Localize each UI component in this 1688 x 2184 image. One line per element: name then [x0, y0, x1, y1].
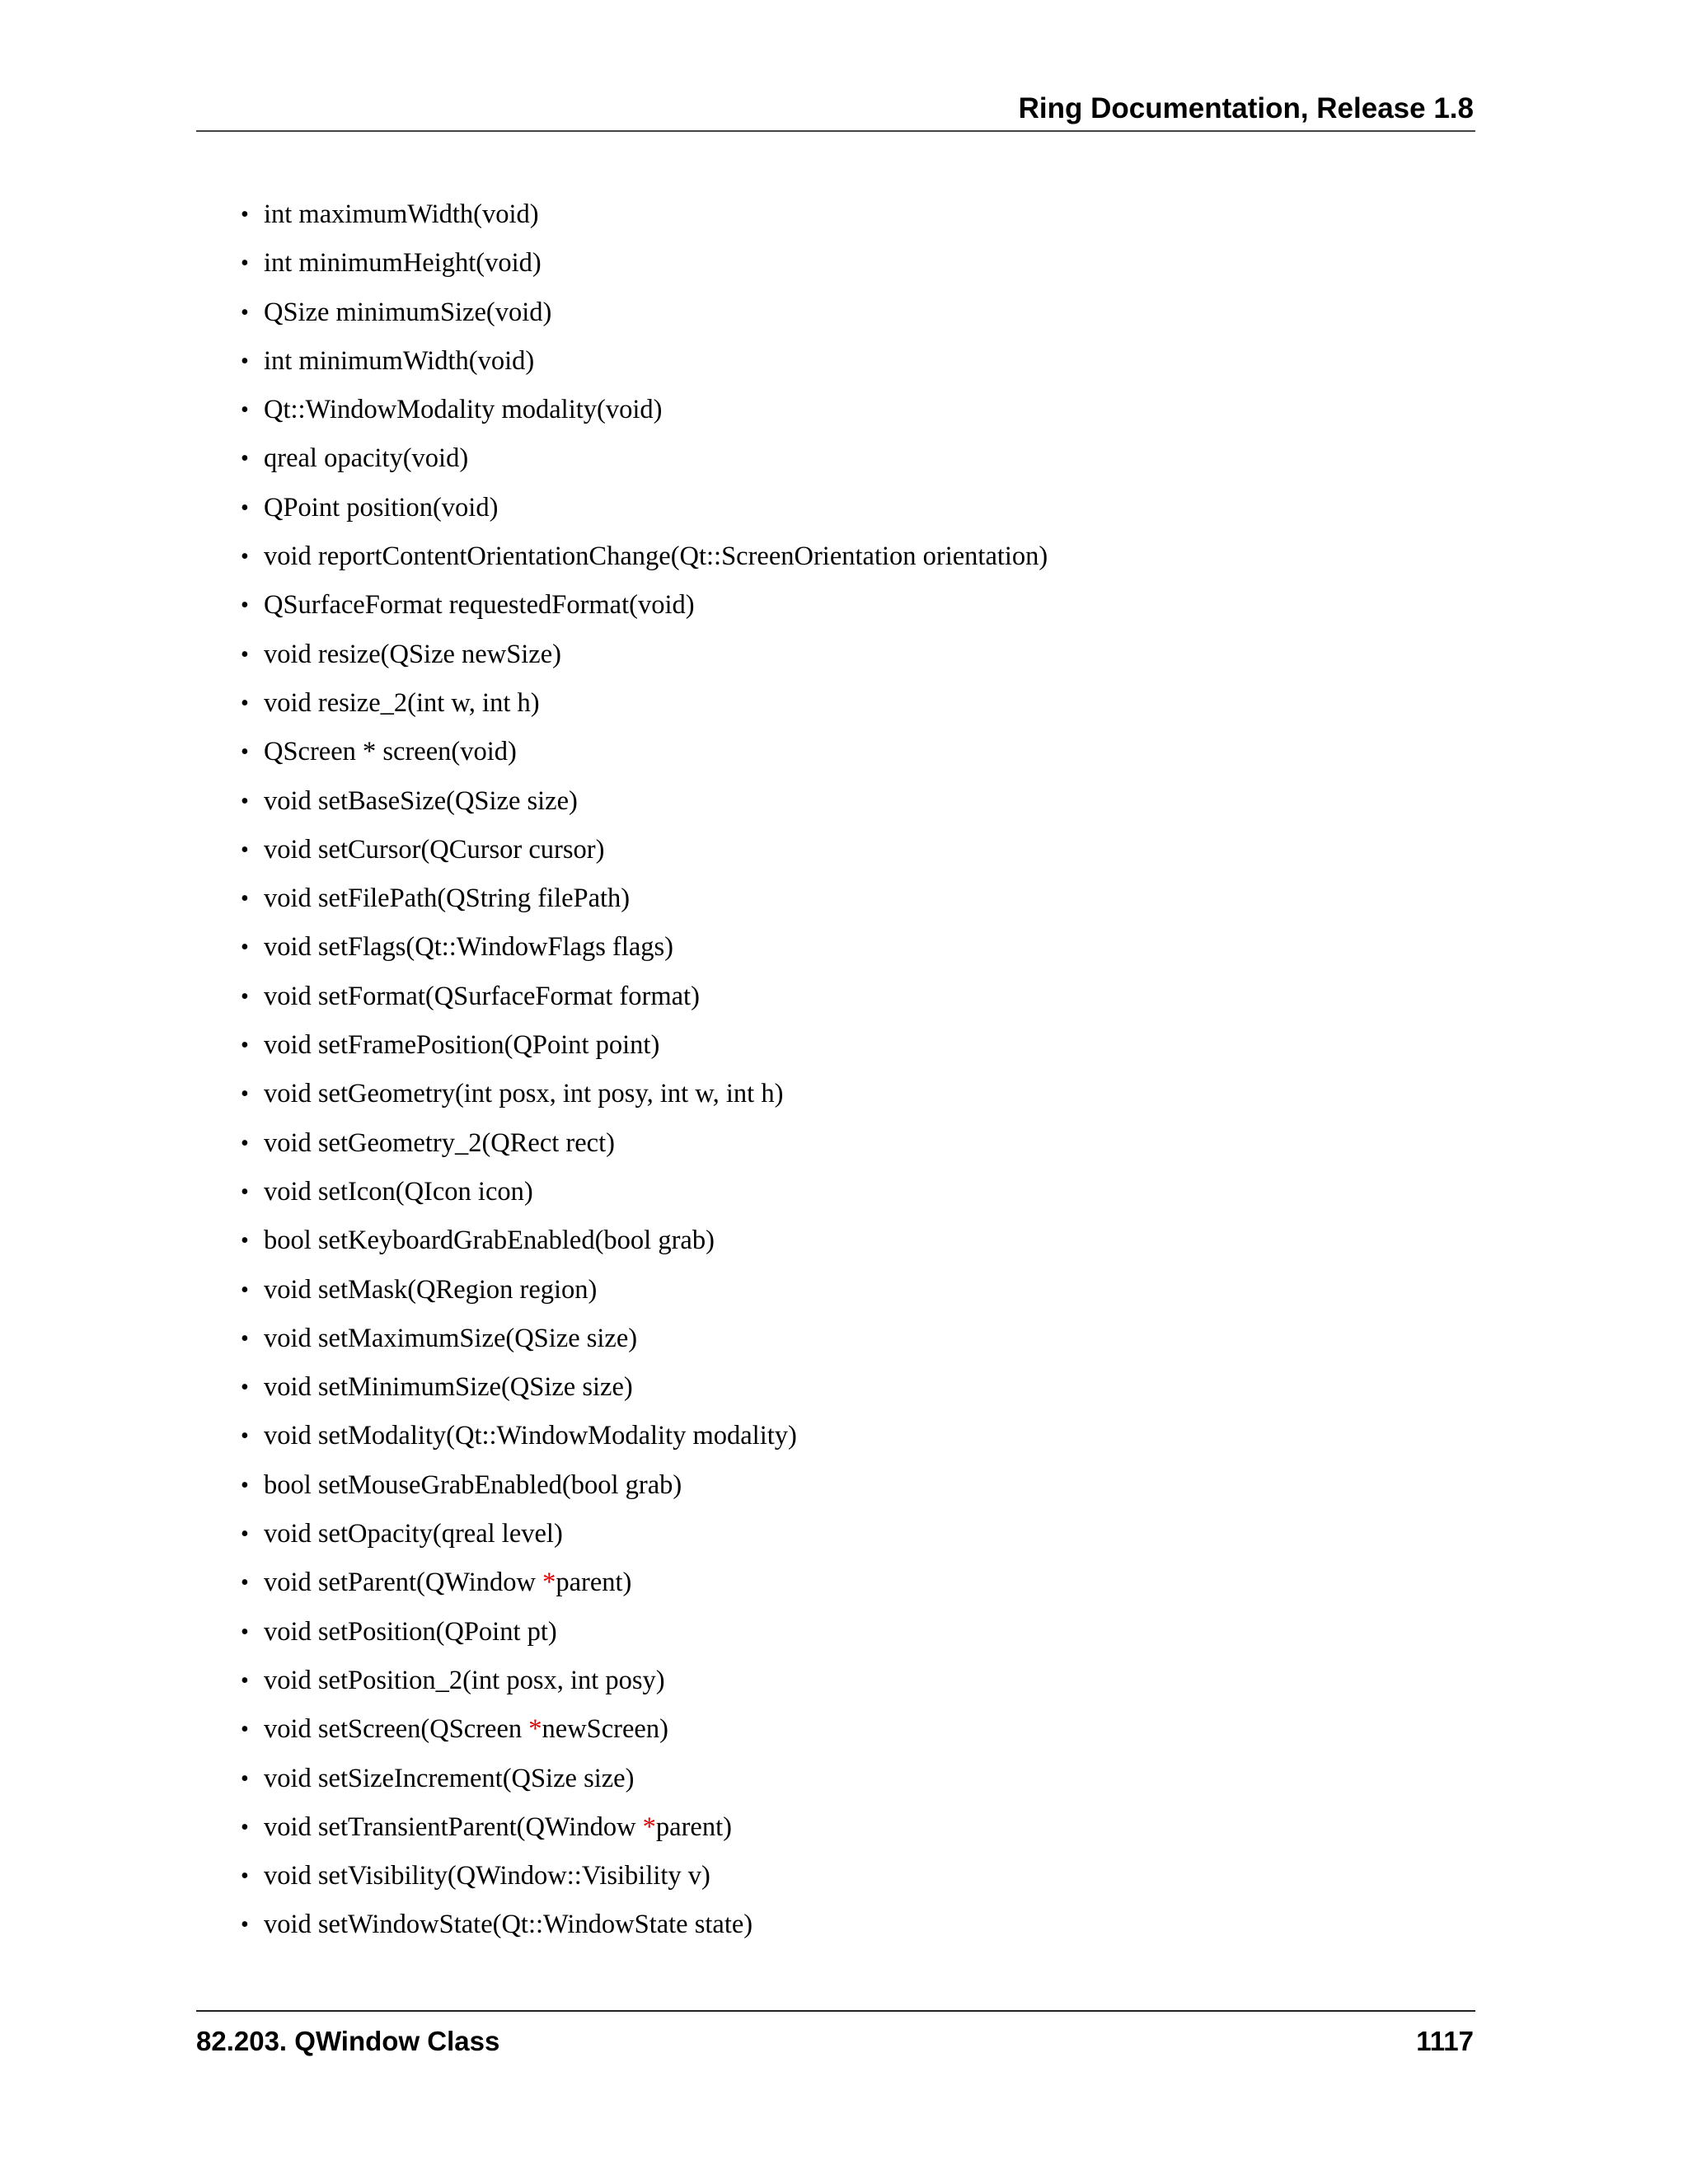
list-item	[239, 239, 1048, 288]
method-signature: void setMaximumSize(QSize size)	[264, 1323, 638, 1353]
method-signature: void setFilePath(QString filePath)	[264, 883, 631, 914]
bullet-icon: •	[241, 788, 249, 814]
list-item	[239, 434, 1048, 483]
bullet-icon: •	[241, 299, 249, 326]
bullet-icon: •	[241, 397, 249, 424]
list-item	[239, 874, 1048, 923]
bullet-icon: •	[241, 983, 249, 1010]
bullet-icon: •	[241, 1717, 249, 1743]
list-item	[239, 1461, 1048, 1510]
bullet-icon: •	[241, 837, 249, 863]
bullet-icon: •	[241, 202, 249, 227]
method-signature: bool setMouseGrabEnabled(bool grab)	[264, 1469, 682, 1500]
method-signature: void setTransientParent(QWindow	[264, 1811, 643, 1842]
list-item	[239, 777, 1048, 826]
bullet-icon: •	[241, 1081, 249, 1108]
method-signature: void setCursor(QCursor cursor)	[264, 834, 605, 865]
list-item	[239, 1510, 1048, 1558]
bullet-icon: •	[241, 1472, 249, 1498]
bullet-icon: •	[241, 1423, 249, 1450]
bullet-icon: •	[241, 494, 249, 521]
list-item	[239, 972, 1048, 1021]
method-signature: void setPosition(QPoint pt)	[264, 1616, 557, 1647]
page-header	[196, 89, 1475, 132]
method-signature: void reportContentOrientationChange(Qt::ScreenOrientation orientation)	[264, 541, 1048, 572]
list-item	[239, 1852, 1048, 1900]
list-item	[239, 728, 1048, 776]
list-item	[239, 1900, 1048, 1949]
method-signature-rest: newScreen)	[542, 1714, 668, 1745]
bullet-icon: •	[241, 1814, 249, 1840]
method-signature: void setGeometry_2(QRect rect)	[264, 1127, 615, 1158]
bullet-icon: •	[241, 1667, 249, 1694]
method-signature: void setScreen(QScreen	[264, 1714, 529, 1745]
list-item	[239, 337, 1048, 386]
method-signature: QScreen * screen(void)	[264, 737, 517, 767]
method-signature: void setParent(QWindow	[264, 1568, 543, 1598]
list-item	[239, 1412, 1048, 1460]
method-signature: int maximumWidth(void)	[264, 199, 539, 229]
list-item	[239, 826, 1048, 874]
method-signature: void setPosition_2(int posx, int posy)	[264, 1665, 665, 1695]
list-item	[239, 1657, 1048, 1705]
method-signature: int minimumHeight(void)	[264, 248, 542, 279]
method-signature: int minimumWidth(void)	[264, 345, 535, 376]
list-item	[239, 581, 1048, 630]
bullet-icon: •	[241, 1033, 249, 1059]
method-signature-rest: parent)	[556, 1568, 632, 1598]
list-item	[239, 1021, 1048, 1070]
list-item	[239, 1608, 1048, 1657]
list-item	[239, 630, 1048, 679]
method-signature: qreal opacity(void)	[264, 443, 469, 474]
method-signature: void setMinimumSize(QSize size)	[264, 1372, 633, 1403]
method-signature: void setWindowState(Qt::WindowState state)	[264, 1910, 753, 1940]
bullet-icon: •	[241, 1912, 249, 1938]
bullet-icon: •	[241, 886, 249, 912]
list-item	[239, 679, 1048, 728]
list-item	[239, 386, 1048, 434]
bullet-icon: •	[241, 641, 249, 668]
bullet-icon: •	[241, 446, 249, 472]
method-list	[239, 190, 1048, 1950]
pointer-asterisk: *	[528, 1714, 542, 1745]
bullet-icon: •	[241, 1325, 249, 1352]
method-signature: void resize_2(int w, int h)	[264, 687, 540, 718]
method-signature: QPoint position(void)	[264, 492, 499, 523]
method-signature: void setOpacity(qreal level)	[264, 1519, 563, 1549]
list-item	[239, 1266, 1048, 1315]
method-signature: void setVisibility(QWindow::Visibility v)	[264, 1861, 710, 1891]
page-number: 1117	[1416, 2026, 1474, 2056]
list-item	[239, 288, 1048, 337]
bullet-icon: •	[241, 1228, 249, 1254]
method-signature: QSize minimumSize(void)	[264, 297, 552, 327]
list-item	[239, 1315, 1048, 1363]
method-signature-rest: parent)	[655, 1811, 732, 1842]
list-item	[239, 1119, 1048, 1168]
bullet-icon: •	[241, 544, 249, 570]
list-item	[239, 1803, 1048, 1852]
page-footer	[196, 2010, 1475, 2061]
bullet-icon: •	[241, 1863, 249, 1890]
list-item	[239, 532, 1048, 581]
list-item	[239, 1216, 1048, 1265]
method-signature: void setIcon(QIcon icon)	[264, 1176, 533, 1207]
method-signature: QSurfaceFormat requestedFormat(void)	[264, 590, 695, 621]
bullet-icon: •	[241, 1765, 249, 1792]
bullet-icon: •	[241, 1130, 249, 1156]
method-signature: void setBaseSize(QSize size)	[264, 785, 578, 816]
bullet-icon: •	[241, 251, 249, 277]
method-signature: void setSizeIncrement(QSize size)	[264, 1763, 635, 1793]
document-title: Ring Documentation, Release 1.8	[1018, 92, 1474, 124]
method-signature: void setMask(QRegion region)	[264, 1274, 598, 1305]
bullet-icon: •	[241, 739, 249, 766]
bullet-icon: •	[241, 935, 249, 961]
bullet-icon: •	[241, 348, 249, 374]
bullet-icon: •	[241, 690, 249, 716]
list-item	[239, 190, 1048, 239]
pointer-asterisk: *	[642, 1811, 656, 1842]
list-item	[239, 923, 1048, 972]
list-item	[239, 1070, 1048, 1118]
bullet-icon: •	[241, 1570, 249, 1596]
bullet-icon: •	[241, 1521, 249, 1548]
bullet-icon: •	[241, 1619, 249, 1645]
bullet-icon: •	[241, 1179, 249, 1205]
bullet-icon: •	[241, 1375, 249, 1401]
list-item	[239, 484, 1048, 532]
method-signature: void setFormat(QSurfaceFormat format)	[264, 981, 700, 1011]
method-signature: void setModality(Qt::WindowModality modality)	[264, 1421, 797, 1451]
method-signature: bool setKeyboardGrabEnabled(bool grab)	[264, 1226, 715, 1256]
method-signature: void setFramePosition(QPoint point)	[264, 1030, 660, 1061]
list-item	[239, 1755, 1048, 1803]
bullet-icon: •	[241, 1277, 249, 1303]
list-item	[239, 1168, 1048, 1216]
method-signature: void setGeometry(int posx, int posy, int w, int h)	[264, 1079, 784, 1109]
bullet-icon: •	[241, 593, 249, 619]
section-title: 82.203. QWindow Class	[196, 2026, 500, 2056]
list-item	[239, 1363, 1048, 1412]
list-item	[239, 1558, 1048, 1607]
list-item	[239, 1705, 1048, 1754]
pointer-asterisk: *	[542, 1568, 556, 1598]
method-signature: void resize(QSize newSize)	[264, 639, 561, 669]
method-signature: Qt::WindowModality modality(void)	[264, 395, 663, 425]
method-signature: void setFlags(Qt::WindowFlags flags)	[264, 932, 673, 963]
